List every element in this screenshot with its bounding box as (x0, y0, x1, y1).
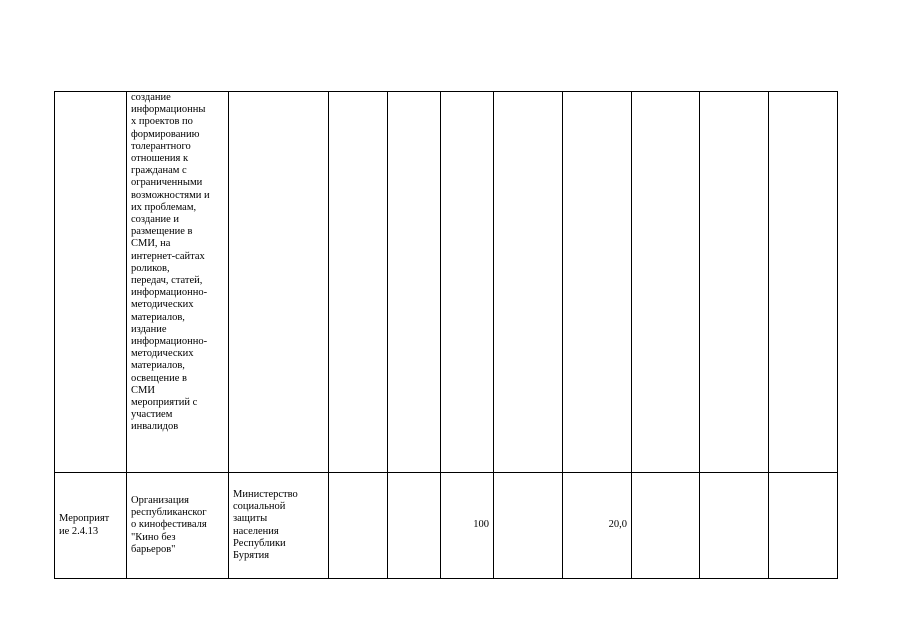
value-cell (494, 473, 563, 579)
value-cell (494, 92, 563, 473)
value-cell (700, 92, 769, 473)
value-cell: 20,0 (563, 473, 632, 579)
value-cell (441, 92, 494, 473)
executor-cell: Министерство социальной защиты населения Республики Бурятия (229, 473, 329, 579)
value-cell (329, 473, 388, 579)
value-cell (700, 473, 769, 579)
measure-description-cell: Организация республиканског о кинофестиваля "Кино без барьеров" (127, 473, 229, 579)
table-row (55, 473, 838, 579)
value-cell (563, 92, 632, 473)
value-cell (329, 92, 388, 473)
value-cell (632, 92, 700, 473)
program-table (54, 91, 838, 579)
value-cell (388, 92, 441, 473)
table-row (55, 92, 838, 473)
value-cell (388, 473, 441, 579)
value-cell (769, 473, 838, 579)
measure-description-cell: создание информационны х проектов по формированию толерантного отношения к гражданам с ограниченными возможностями и их проблемам, создание и размещение в СМИ, на интернет-сайтах роликов, передач, статей, информационно- методических материалов, издание информационно- методических материалов, освещение в СМИ мероприятий с участием инвалидов (127, 92, 229, 473)
executor-cell (229, 92, 329, 473)
value-cell: 100 (441, 473, 494, 579)
value-cell (769, 92, 838, 473)
measure-code-cell (55, 92, 127, 473)
measure-code-cell: Мероприят ие 2.4.13 (55, 473, 127, 579)
value-cell (632, 473, 700, 579)
